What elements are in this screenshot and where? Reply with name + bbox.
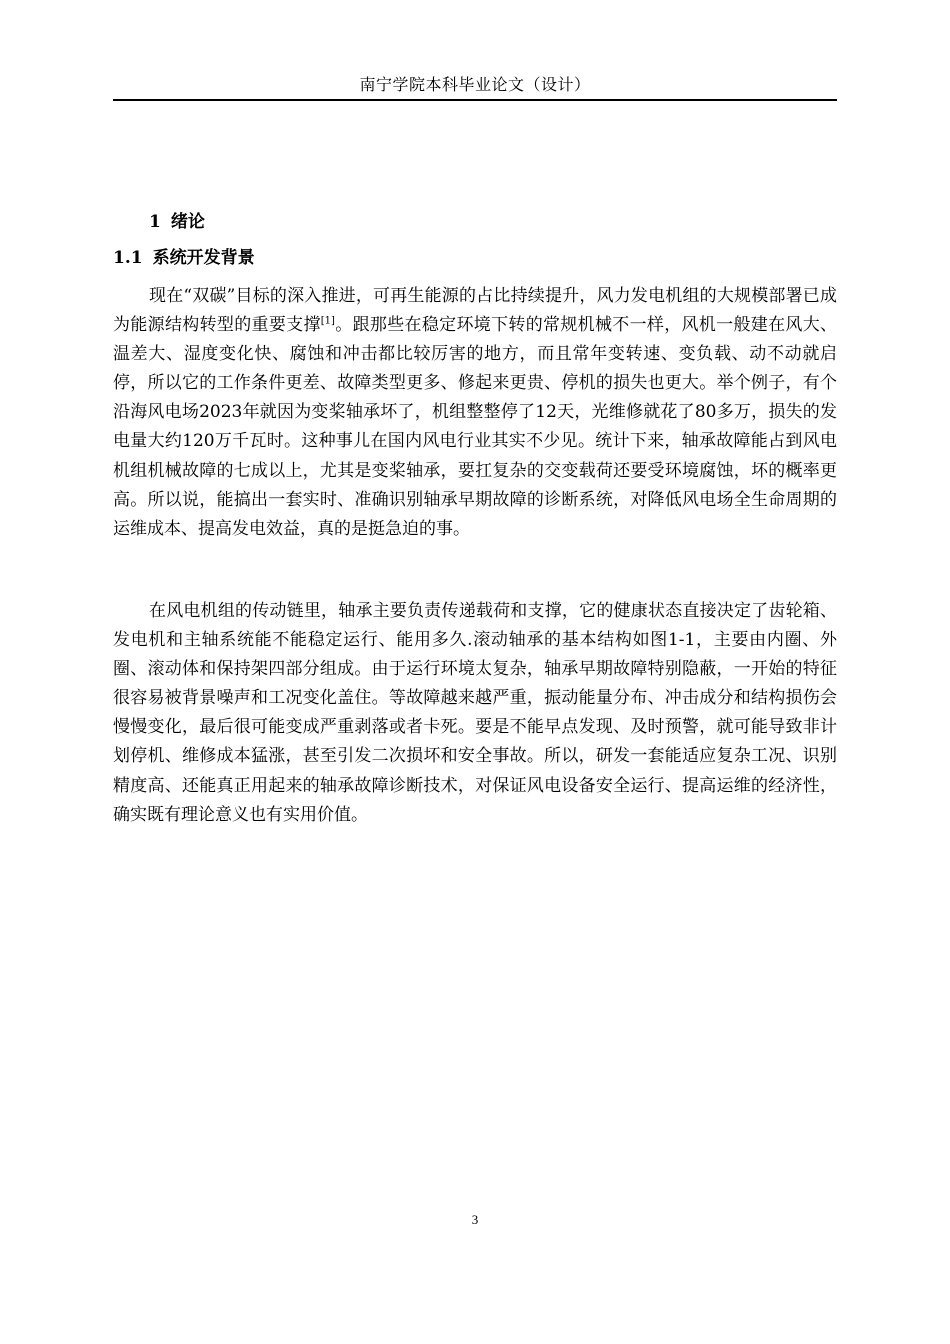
paragraph-1-text-a: 现在“双碳”目标的深入推进，可再生能源的占比持续提升，风力发电机组的大规模部署已成为能源结构转型的重要支撑 [113,286,837,336]
section-title: 系统开发背景 [152,248,255,268]
chapter-number: 1 [149,212,161,232]
section-number: 1.1 [113,248,143,268]
citation-marker: [1] [320,315,335,327]
section-heading [113,246,255,270]
header-divider [113,99,837,101]
page-number: 3 [471,1212,479,1227]
body-paragraph-2: 在风电机组的传动链里，轴承主要负责传递载荷和支撑，它的健康状态直接决定了齿轮箱、发电机和主轴系统能不能稳定运行、能用多久.滚动轴承的基本结构如图1-1，主要由内圈、外圈、滚动体和保持架四部分组成。由于运行环境太复杂，轴承早期故障特别隐蔽，一开始的特征很容易被背景噪声和工况变化盖住。等故障越来越严重，振动能量分布、冲击成分和结构损伤会慢慢变化，最后很可能变成严重剥落或者卡死。要是不能早点发现、及时预警，就可能导致非计划停机、维修成本猛涨，甚至引发二次损坏和安全事故。所以，研发一套能适应复杂工况、识别精度高、还能真正用起来的轴承故障诊断技术，对保证风电设备安全运行、提高运维的经济性，确实既有理论意义也有实用价值。 [113,601,837,825]
body-paragraph-1 [113,282,837,544]
running-header: 南宁学院本科毕业论文（设计） [359,75,591,94]
paragraph-1-text-b: 。跟那些在稳定环境下转的常规机械不一样，风机一般建在风大、温差大、湿度变化快、腐蚀和冲击都比较厉害的地方，而且常年变转速、变负载、动不动就启停，所以它的工作条件更差、故障类型更多、修起来更贵、停机的损失也更大。举个例子，有个沿海风电场2023年就因为变桨轴承坏了，机组整整停了12天，光维修就花了80多万，损失的发电量大约120万千瓦时。这种事儿在国内风电行业其实不少见。统计下来，轴承故障能占到风电机组机械故障的七成以上，尤其是变桨轴承，要扛复杂的交变载荷还要受环境腐蚀，坏的概率更高。所以说，能搞出一套实时、准确识别轴承早期故障的诊断系统，对降低风电场全生命周期的运维成本、提高发电效益，真的是挺急迫的事。 [113,315,838,539]
chapter-title: 绪论 [170,212,205,232]
chapter-heading [149,210,205,234]
